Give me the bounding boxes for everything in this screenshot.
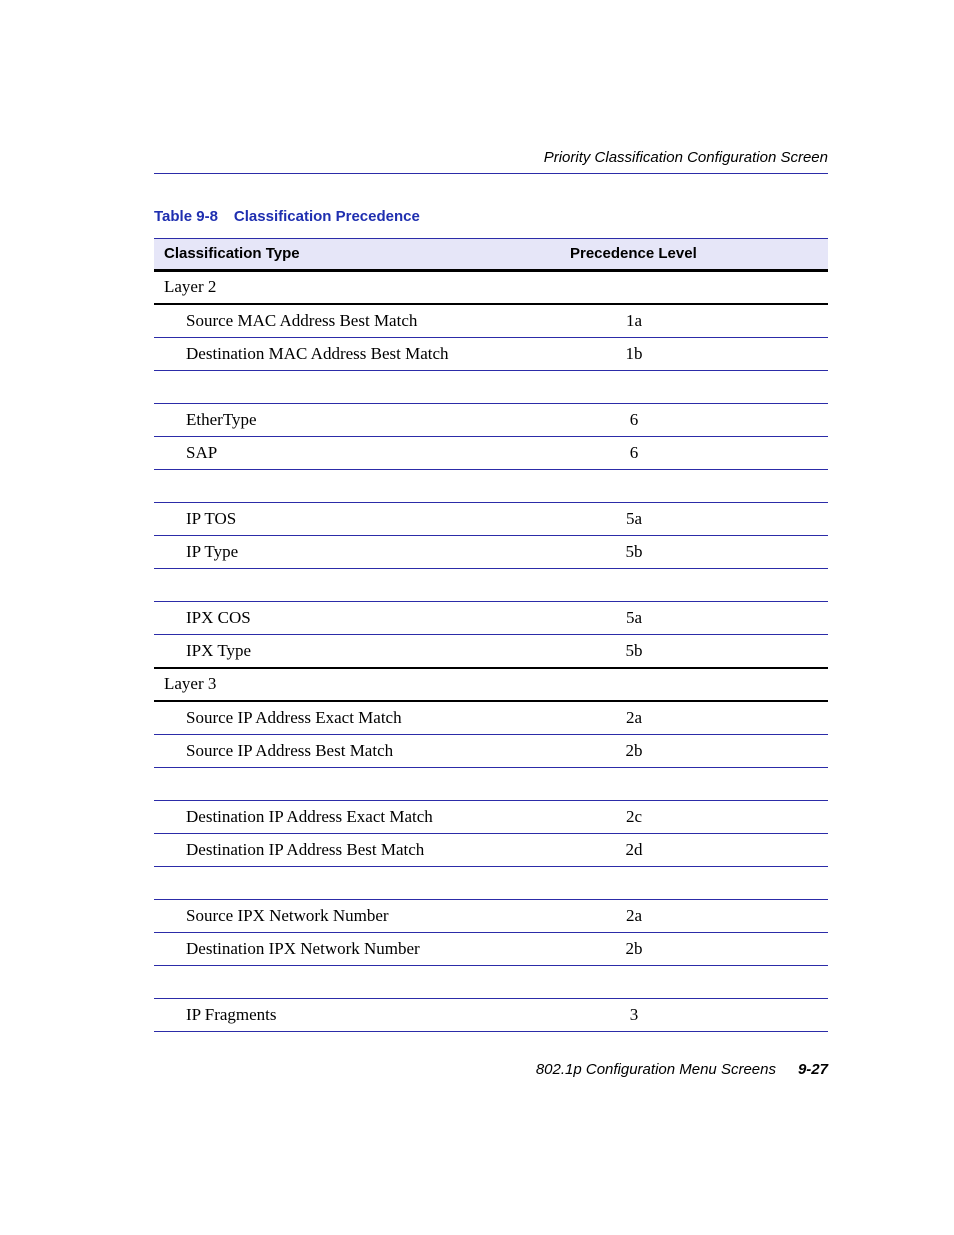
classification-type-cell: IPX COS (186, 608, 251, 627)
classification-type-cell: IP TOS (186, 509, 237, 528)
classification-type-cell: IPX Type (186, 641, 252, 660)
table-row (154, 536, 828, 569)
running-header: Priority Classification Configuration Screen (543, 149, 828, 166)
table-row (154, 933, 828, 966)
table-title: Classification Precedence (233, 208, 420, 225)
table-row (154, 999, 828, 1032)
precedence-level-cell: 2b (625, 939, 643, 958)
precedence-level-cell: 5b (625, 641, 643, 660)
table-row (154, 437, 828, 470)
classification-type-cell: IP Fragments (186, 1005, 277, 1024)
precedence-level-cell: 6 (629, 410, 639, 429)
precedence-level-cell: 5b (625, 542, 643, 561)
spacer-row (154, 966, 828, 999)
header-rule (154, 173, 828, 174)
spacer-row (154, 470, 828, 503)
table-number: Table 9-8 (154, 208, 218, 225)
precedence-level-cell: 2b (625, 741, 643, 760)
precedence-level-cell: 2a (625, 906, 643, 925)
precedence-level-cell: 2c (625, 807, 643, 826)
precedence-level-cell: 2a (625, 708, 643, 727)
table-row (154, 338, 828, 371)
classification-type-cell: Destination IP Address Exact Match (186, 807, 433, 826)
classification-type-cell: EtherType (186, 410, 257, 429)
section-row (154, 272, 828, 305)
precedence-level-cell: 6 (629, 443, 639, 462)
section-label: Layer 3 (164, 674, 217, 693)
table-row (154, 635, 828, 669)
precedence-level-cell: 1a (625, 311, 643, 330)
classification-type-cell: Source IPX Network Number (186, 906, 389, 925)
classification-type-cell: Source IP Address Best Match (186, 741, 394, 760)
page-number: 9-27 (797, 1061, 828, 1078)
classification-type-cell: Destination IP Address Best Match (186, 840, 425, 859)
section-label: Layer 2 (164, 277, 217, 296)
precedence-level-cell: 1b (625, 344, 643, 363)
table-row (154, 602, 828, 635)
classification-type-cell: Source MAC Address Best Match (186, 311, 418, 330)
classification-type-cell: SAP (186, 443, 218, 462)
classification-type-cell: Destination MAC Address Best Match (186, 344, 449, 363)
precedence-level-cell: 3 (629, 1005, 639, 1024)
table-row (154, 900, 828, 933)
running-footer (154, 1061, 828, 1078)
table-caption (154, 208, 420, 225)
classification-type-cell: Source IP Address Exact Match (186, 708, 402, 727)
precedence-level-cell: 2d (625, 840, 643, 859)
table-header-row (154, 238, 828, 272)
column-header-precedence-level: Precedence Level (570, 245, 697, 262)
classification-type-cell: Destination IPX Network Number (186, 939, 420, 958)
footer-title: 802.1p Configuration Menu Screens (535, 1061, 776, 1078)
table-body (154, 272, 828, 1032)
precedence-level-cell: 5a (625, 608, 643, 627)
classification-precedence-table (154, 238, 828, 1032)
table-row (154, 834, 828, 867)
classification-type-cell: IP Type (186, 542, 239, 561)
table-row (154, 305, 828, 338)
spacer-row (154, 768, 828, 801)
section-row (154, 669, 828, 702)
table-row (154, 503, 828, 536)
table-row (154, 801, 828, 834)
spacer-row (154, 867, 828, 900)
spacer-row (154, 569, 828, 602)
table-row (154, 702, 828, 735)
column-header-classification-type: Classification Type (164, 245, 300, 262)
precedence-level-cell: 5a (625, 509, 643, 528)
table-row (154, 735, 828, 768)
spacer-row (154, 371, 828, 404)
table-row (154, 404, 828, 437)
